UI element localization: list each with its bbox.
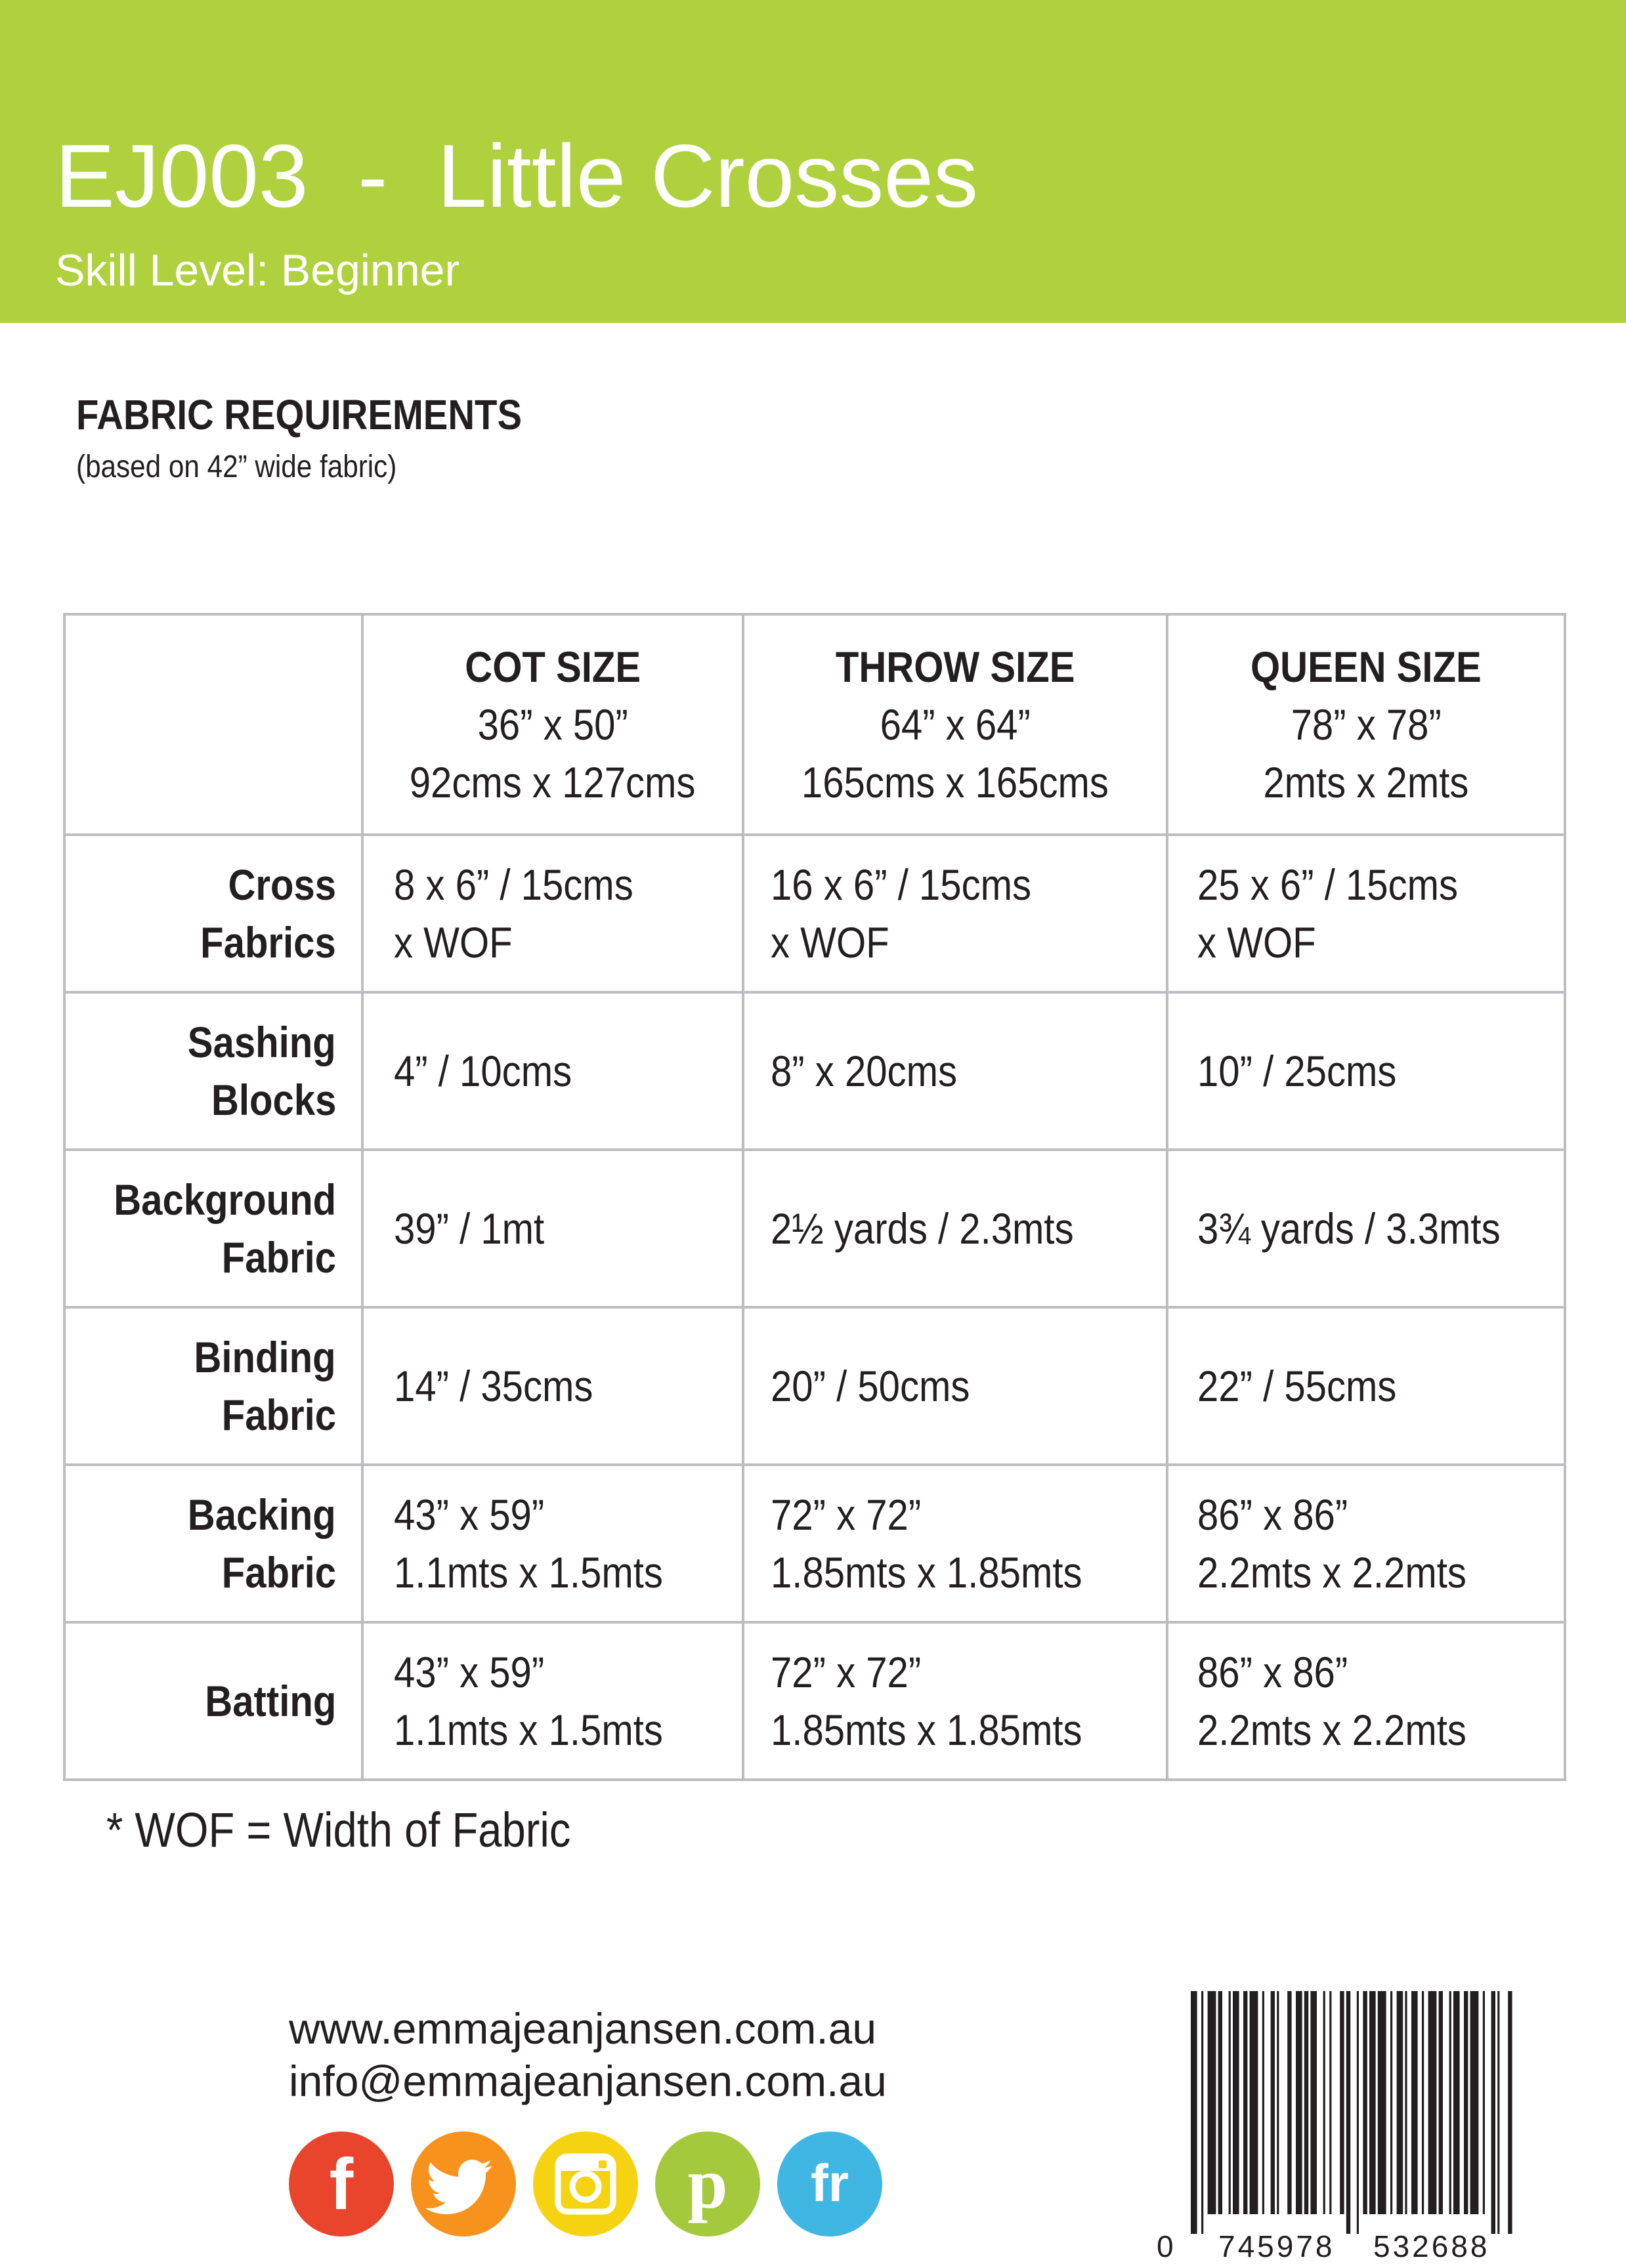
cell-line: 86” x 86” — [1197, 1648, 1348, 1696]
header-banner — [0, 0, 1626, 323]
barcode-bar — [1497, 1991, 1499, 2234]
row-label — [64, 835, 362, 992]
table-row — [64, 1622, 1565, 1780]
table-cell — [743, 992, 1167, 1150]
barcode-bar — [1218, 1991, 1222, 2214]
table-row — [64, 1465, 1565, 1622]
barcode-bar — [1378, 1991, 1386, 2214]
cell-line: 2½ yards / 2.3mts — [771, 1204, 1074, 1253]
barcode-bar — [1470, 1991, 1479, 2214]
corner-cell — [64, 614, 362, 835]
email-link[interactable]: info@emmajeanjansen.com.au — [289, 2057, 887, 2105]
requirements-heading: FABRIC REQUIREMENTS — [76, 391, 523, 438]
size-metric: 2mts x 2mts — [1263, 758, 1469, 807]
barcode-bar — [1439, 1991, 1443, 2214]
table-cell — [743, 1307, 1167, 1465]
cell-line: x WOF — [394, 918, 513, 967]
barcode-bar — [1453, 1991, 1460, 2214]
size-header-throw — [743, 614, 1167, 835]
table-cell — [362, 992, 743, 1150]
pinterest-icon[interactable] — [655, 2132, 760, 2236]
page-title: EJ003 - Little Crosses — [55, 126, 978, 226]
barcode-bar — [1287, 1991, 1291, 2214]
table-cell — [1167, 835, 1565, 992]
facebook-glyph: f — [329, 2144, 354, 2225]
barcode-bar — [1411, 1991, 1418, 2214]
fr-icon[interactable] — [777, 2132, 882, 2236]
table-row — [64, 992, 1565, 1150]
barcode-bar — [1250, 1991, 1258, 2214]
table-cell — [362, 1150, 743, 1307]
table-cell — [1167, 1465, 1565, 1622]
row-label-line: Binding — [194, 1333, 336, 1381]
barcode — [1187, 1991, 1515, 2234]
barcode-bar — [1310, 1991, 1317, 2214]
barcode-bar — [1191, 1991, 1197, 2234]
table-cell — [362, 1307, 743, 1465]
row-label-line: Backing — [188, 1490, 336, 1539]
barcode-bar — [1329, 1991, 1331, 2214]
instagram-icon[interactable] — [533, 2132, 638, 2236]
barcode-digit-left: 0 — [1157, 2229, 1174, 2263]
website-link[interactable]: www.emmajeanjansen.com.au — [289, 2004, 877, 2053]
size-imperial: 78” x 78” — [1291, 700, 1442, 749]
cell-line: 43” x 59” — [394, 1648, 545, 1696]
barcode-bar — [1208, 1991, 1216, 2214]
cell-line: 10” / 25cms — [1197, 1047, 1397, 1095]
cell-line: 22” / 55cms — [1197, 1362, 1397, 1410]
barcode-bar — [1390, 1991, 1392, 2214]
barcode-bar — [1233, 1991, 1239, 2214]
pinterest-glyph: p — [687, 2143, 728, 2223]
cell-line: 1.1mts x 1.5mts — [394, 1706, 663, 1754]
fabric-requirements-table — [63, 613, 1566, 1781]
size-imperial: 36” x 50” — [477, 700, 628, 749]
table-cell — [362, 1622, 743, 1780]
cell-line: x WOF — [1197, 918, 1316, 967]
barcode-bar — [1323, 1991, 1325, 2214]
row-label-line: Fabric — [221, 1233, 336, 1282]
barcode-bar — [1449, 1991, 1451, 2214]
table-cell — [1167, 1622, 1565, 1780]
cell-line: 4” / 10cms — [394, 1047, 572, 1095]
row-label — [64, 1150, 362, 1307]
barcode-bar — [1340, 1991, 1344, 2214]
row-label-line: Fabric — [221, 1548, 336, 1597]
barcode-digits-mid: 745978 — [1218, 2229, 1335, 2263]
table-header-row — [64, 614, 1565, 835]
table-cell — [743, 1465, 1167, 1622]
row-label — [64, 1622, 362, 1780]
barcode-bar — [1277, 1991, 1279, 2214]
size-metric: 92cms x 127cms — [410, 758, 696, 807]
barcode-bar — [1201, 1991, 1203, 2234]
cell-line: 86” x 86” — [1197, 1490, 1348, 1539]
table-row — [64, 1150, 1565, 1307]
cell-line: 1.85mts x 1.85mts — [771, 1706, 1082, 1754]
table-cell — [362, 835, 743, 992]
wof-footnote: * WOF = Width of Fabric — [106, 1803, 571, 1857]
size-name: COT SIZE — [465, 642, 641, 691]
cell-line: 3¾ yards / 3.3mts — [1197, 1204, 1501, 1253]
size-metric: 165cms x 165cms — [801, 758, 1109, 807]
barcode-bar — [1346, 1991, 1350, 2234]
cell-line: 25 x 6” / 15cms — [1197, 860, 1459, 909]
barcode-bar — [1405, 1991, 1407, 2214]
barcode-bar — [1296, 1991, 1302, 2214]
row-label-line: Blocks — [211, 1076, 336, 1124]
size-header-queen — [1167, 614, 1565, 835]
fr-glyph: fr — [811, 2154, 849, 2212]
row-label — [64, 992, 362, 1150]
barcode-bar — [1508, 1991, 1512, 2234]
barcode-bar — [1369, 1991, 1376, 2214]
cell-line: 20” / 50cms — [771, 1362, 970, 1410]
table-cell — [1167, 992, 1565, 1150]
cell-line: 16 x 6” / 15cms — [771, 860, 1032, 909]
barcode-digits-right: 532688 — [1373, 2229, 1490, 2263]
barcode-bar — [1243, 1991, 1247, 2214]
table-cell — [1167, 1307, 1565, 1465]
size-name: QUEEN SIZE — [1251, 642, 1482, 691]
skill-level: Skill Level: Beginner — [55, 245, 460, 295]
row-label-line: Background — [114, 1175, 336, 1224]
requirements-subheading: (based on 42” wide fabric) — [76, 450, 397, 484]
table-cell — [1167, 1150, 1565, 1307]
barcode-bar — [1483, 1991, 1485, 2214]
barcode-bar — [1422, 1991, 1424, 2214]
barcode-bar — [1357, 1991, 1359, 2234]
barcode-bar — [1229, 1991, 1231, 2214]
barcode-bar — [1271, 1991, 1275, 2214]
row-label-line: Sashing — [188, 1018, 336, 1066]
barcode-bar — [1397, 1991, 1403, 2214]
size-header-cot — [362, 614, 743, 835]
cell-line: 72” x 72” — [771, 1648, 922, 1696]
row-label-line: Fabric — [221, 1391, 336, 1439]
row-label-line: Batting — [204, 1677, 336, 1725]
barcode-bar — [1428, 1991, 1437, 2214]
barcode-bar — [1464, 1991, 1468, 2214]
barcode-bar — [1491, 1991, 1495, 2234]
cell-line: 39” / 1mt — [394, 1204, 545, 1253]
row-label — [64, 1465, 362, 1622]
table-cell — [743, 1622, 1167, 1780]
twitter-icon[interactable] — [411, 2132, 516, 2236]
cell-line: 72” x 72” — [771, 1490, 922, 1539]
size-name: THROW SIZE — [835, 642, 1075, 691]
cell-line: 8” x 20cms — [771, 1047, 958, 1095]
barcode-bar — [1262, 1991, 1264, 2214]
cell-line: 1.1mts x 1.5mts — [394, 1548, 663, 1597]
cell-line: 8 x 6” / 15cms — [394, 860, 633, 909]
table-cell — [743, 835, 1167, 992]
row-label-line: Cross — [228, 860, 336, 909]
cell-line: x WOF — [771, 918, 889, 967]
cell-line: 14” / 35cms — [394, 1362, 593, 1410]
row-label-line: Fabrics — [200, 918, 336, 967]
table-cell — [743, 1150, 1167, 1307]
cell-line: 2.2mts x 2.2mts — [1197, 1706, 1466, 1754]
barcode-bar — [1304, 1991, 1308, 2214]
cell-line: 1.85mts x 1.85mts — [771, 1548, 1082, 1597]
barcode-bar — [1363, 1991, 1367, 2214]
facebook-icon[interactable] — [289, 2132, 394, 2236]
table-row — [64, 835, 1565, 992]
table-row — [64, 1307, 1565, 1465]
row-label — [64, 1307, 362, 1465]
size-imperial: 64” x 64” — [880, 700, 1031, 749]
cell-line: 43” x 59” — [394, 1490, 545, 1539]
cell-line: 2.2mts x 2.2mts — [1197, 1548, 1466, 1597]
table-cell — [362, 1465, 743, 1622]
